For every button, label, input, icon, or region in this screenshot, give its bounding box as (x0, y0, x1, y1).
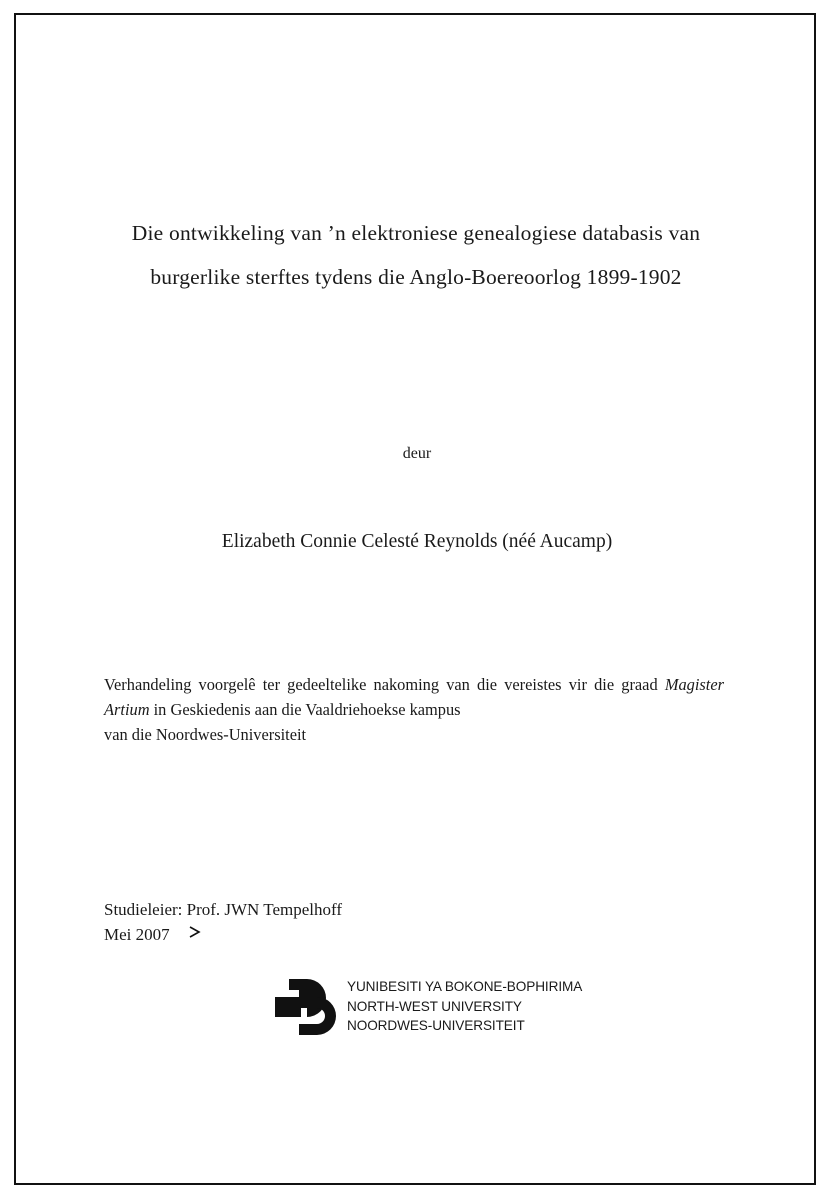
supervisor-block (104, 897, 342, 947)
north-west-university-logo-icon (267, 976, 339, 1038)
title-line-2: burgerlike sterftes tydens die Anglo-Boereoorlog 1899-1902 (150, 265, 682, 289)
statement-part-3: van die Noordwes-Universiteit (104, 725, 307, 744)
page-title (86, 211, 746, 299)
date-line (104, 922, 342, 947)
degree-name: Magister Artium (104, 675, 724, 719)
logo-line-1: YUNIBESITI YA BOKONE-BOPHIRIMA (347, 979, 583, 994)
university-logo-text (347, 977, 582, 1036)
supervisor-line: Studieleier: Prof. JWN Tempelhoff (104, 900, 343, 919)
by-label: deur (402, 445, 432, 462)
logo-line-2: NORTH-WEST UNIVERSITY (347, 998, 522, 1014)
title-line-1: Die ontwikkeling van ’n elektroniese genealogiese databasis van (131, 221, 701, 245)
statement-part-1: Verhandeling voorgelê ter gedeeltelike nakoming van die vereistes vir die graad (104, 675, 665, 694)
title-page (16, 15, 814, 1183)
author-name: Elizabeth Connie Celesté Reynolds (néé Aucamp) (221, 531, 613, 552)
logo-line-3: NOORDWES-UNIVERSITEIT (347, 1018, 525, 1033)
degree-statement-paragraph (104, 672, 724, 722)
university-logo (267, 976, 607, 1038)
page-border (14, 13, 816, 1185)
handwritten-mark-icon (189, 924, 201, 940)
statement-part-2: in Geskiedenis aan die Vaaldriehoekse kampus (149, 700, 461, 719)
date-text: Mei 2007 (104, 925, 170, 944)
degree-statement (104, 672, 724, 747)
